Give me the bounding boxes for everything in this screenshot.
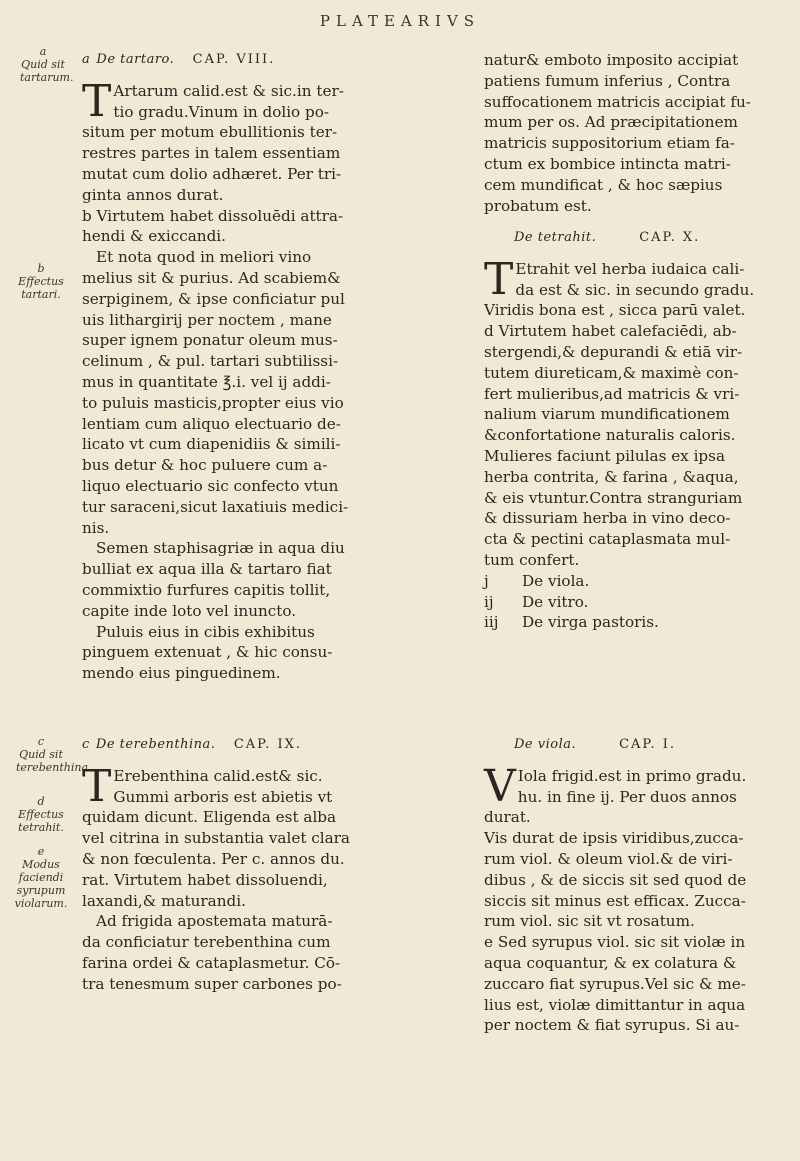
text-line: Iola frigid.est in primo gradu. <box>517 766 747 785</box>
text-line: commixtio furfures capitis tollit, <box>82 580 331 599</box>
chapter-heading <box>484 735 784 756</box>
text-line: super ignem ponatur oleum mus- <box>82 331 338 350</box>
text-line: Artarum calid.est & sic.in ter- <box>113 81 344 100</box>
continued-text <box>484 50 784 216</box>
text-line: & dissuriam herba in vino deco- <box>484 509 731 528</box>
text-line: e Sed syrupus viol. sic sit violæ in <box>484 933 746 952</box>
text-line: Et nota quod in meliori vino <box>96 248 312 267</box>
text-line: to puluis masticis,propter eius vio <box>82 393 344 412</box>
text-line: nis. <box>82 518 110 537</box>
text-line: uis lithargirij per noctem , mane <box>82 310 332 329</box>
text-line: siccis sit minus est efficax. Zucca- <box>484 891 746 910</box>
text-line: rum viol. & oleum viol.& de viri- <box>484 849 733 868</box>
text-line: &confortatione naturalis caloris. <box>484 426 736 445</box>
text-line: Ad frigida apostemata maturā- <box>96 912 333 931</box>
text-line: bulliat ex aqua illa & tartaro fiat <box>82 560 332 579</box>
text-line: durat. <box>484 808 531 827</box>
running-head: PLATEARIVS <box>319 12 481 30</box>
margin-note-e <box>14 845 68 910</box>
text-line: natur& emboto imposito accipiat <box>484 51 739 69</box>
text-line: mum per os. Ad præcipitationem <box>484 113 738 132</box>
text-line: Erebenthina calid.est& sic. <box>113 766 323 785</box>
heading-title: De tetrahit. <box>514 230 597 245</box>
text-line: nalium viarum mundificationem <box>484 405 730 424</box>
chapter-10-tetrahit <box>484 228 784 633</box>
margin-note-b <box>18 262 64 301</box>
drop-cap: T <box>484 253 514 305</box>
margin-note-c <box>16 735 92 774</box>
heading-title: De tartaro. <box>96 52 175 67</box>
text-line: hu. in fine ij. Per duos annos <box>517 787 737 806</box>
text-line: da conficiatur terebenthina cum <box>82 933 331 952</box>
recipe-line <box>484 592 784 613</box>
text-line: mutat cum dolio adhæret. Per tri- <box>82 164 342 183</box>
drop-cap: V <box>484 760 516 812</box>
text-line: quidam dicunt. Eligenda est alba <box>82 808 337 827</box>
margin-note-letter: b <box>37 262 45 275</box>
recipe-number: ij <box>484 592 494 611</box>
margin-note-text: Effectus tetrahit. <box>18 808 64 834</box>
text-line: situm per motum ebullitionis ter- <box>82 123 338 142</box>
text-line: matricis suppositorium etiam fa- <box>484 134 735 153</box>
margin-note-a <box>20 45 74 84</box>
text-line: Vis durat de ipsis viridibus,zucca- <box>484 829 744 848</box>
text-line: Gummi arboris est abietis vt <box>113 787 333 806</box>
chapter-heading <box>82 50 460 71</box>
heading-letter: a <box>82 52 91 67</box>
text-line: Semen staphisagriæ in aqua diu <box>96 539 345 558</box>
drop-cap: T <box>82 760 112 812</box>
text-line: stergendi,& depurandi & etiā vir- <box>484 342 743 361</box>
text-line: celinum , & pul. tartari subtilissi- <box>82 352 339 371</box>
margin-note-text: Quid sit tartarum. <box>20 58 74 84</box>
margin-note-letter: a <box>39 45 47 58</box>
text-line: restres partes in talem essentiam <box>82 144 341 163</box>
text-line: ctum ex bombice intincta matri- <box>484 154 731 173</box>
text-line: d Virtutem habet calefaciēdi, ab- <box>484 322 737 341</box>
chapter-9-terebenthina <box>82 735 460 995</box>
text-line: rat. Virtutem habet dissoluendi, <box>82 870 328 889</box>
chapter-heading <box>82 735 460 756</box>
drop-cap: T <box>82 75 112 127</box>
text-line: & non fœculenta. Per c. annos du. <box>82 849 345 868</box>
text-line: vel citrina in substantia valet clara <box>82 829 350 848</box>
text-line: Puluis eius in cibis exhibitus <box>96 622 315 641</box>
text-line: da est & sic. in secundo gradu. <box>515 280 755 299</box>
text-line: serpiginem, & ipse conficiatur pul <box>82 289 345 308</box>
text-line: mendo eius pinguedinem. <box>82 664 281 683</box>
text-line: herba contrita, & farina , &aqua, <box>484 467 739 486</box>
margin-note-d <box>16 795 66 834</box>
recipe-number: j <box>484 571 489 590</box>
text-line: farina ordei & cataplasmetur. Cō- <box>82 953 341 972</box>
text-line: ginta annos durat. <box>82 185 224 204</box>
recipe-line <box>484 612 784 633</box>
text-line: mus in quantitate ℥.i. vel ij addi- <box>82 372 331 391</box>
heading-title: De terebenthina. <box>95 737 216 752</box>
recipe-text: De viola. <box>522 571 590 590</box>
text-line: per noctem & fiat syrupus. Si au- <box>484 1016 740 1035</box>
recipe-line <box>484 571 784 592</box>
text-line: dibus , & de siccis sit sed quod de <box>484 870 747 889</box>
margin-note-text: Effectus tartari. <box>18 275 64 301</box>
margin-note-letter: e <box>37 845 45 858</box>
margin-note-letter: d <box>37 795 45 808</box>
text-line: fert mulieribus,ad matricis & vri- <box>484 384 740 403</box>
recipe-number: iij <box>484 613 499 632</box>
text-line: tio gradu.Vinum in dolio po- <box>113 102 330 121</box>
text-line: laxandi,& maturandi. <box>82 891 246 910</box>
margin-note-text: Modus faciendi syrupum violarum. <box>14 858 68 910</box>
text-line: cem mundificat , & hoc sæpius <box>484 175 723 194</box>
heading-cap: CAP. I. <box>619 737 677 752</box>
heading-cap: CAP. X. <box>639 230 701 245</box>
text-line: bus detur & hoc puluere cum a- <box>82 456 328 475</box>
text-line: licato vt cum diapenidiis & simili- <box>82 435 341 454</box>
heading-letter: c <box>82 737 90 752</box>
text-line: Viridis bona est , sicca parū valet. <box>484 301 746 320</box>
chapter-heading <box>484 228 784 249</box>
text-line: liquo electuario sic confecto vtun <box>82 476 339 495</box>
text-line: tum confert. <box>484 550 580 569</box>
text-line: patiens fumum inferius , Contra <box>484 71 731 90</box>
text-line: aqua coquantur, & ex colatura & <box>484 953 737 972</box>
heading-title: De viola. <box>514 737 577 752</box>
heading-cap: CAP. VIII. <box>192 52 276 67</box>
text-line: lentiam cum aliquo electuario de- <box>82 414 341 433</box>
recipe-text: De vitro. <box>522 592 589 611</box>
text-line: b Virtutem habet dissoluēdi attra- <box>82 206 344 225</box>
text-line: Mulieres faciunt pilulas ex ipsa <box>484 446 725 465</box>
text-line: & eis vtuntur.Contra stranguriam <box>484 488 743 507</box>
text-line: capite inde loto vel inuncto. <box>82 601 297 620</box>
margin-note-text: Quid sit terebenthina. <box>16 748 92 774</box>
text-line: Etrahit vel herba iudaica cali- <box>515 259 745 278</box>
text-line: cta & pectini cataplasmata mul- <box>484 530 731 549</box>
text-line: rum viol. sic sit vt rosatum. <box>484 912 695 931</box>
text-line: melius sit & purius. Ad scabiem& <box>82 268 341 287</box>
text-line: pinguem extenuat , & hic consu- <box>82 643 333 662</box>
text-line: zuccaro fiat syrupus.Vel sic & me- <box>484 974 746 993</box>
margin-note-letter: c <box>37 735 45 748</box>
text-line: tra tenesmum super carbones po- <box>82 974 342 993</box>
text-line: hendi & exiccandi. <box>82 227 226 246</box>
text-line: tutem diureticam,& maximè con- <box>484 363 739 382</box>
recipe-text: De virga pastoris. <box>522 613 659 632</box>
chapter-viola <box>484 735 784 1036</box>
text-line: lius est, violæ dimittantur in aqua <box>484 995 746 1014</box>
text-line: tur saraceni,sicut laxatiuis medici- <box>82 497 349 516</box>
heading-cap: CAP. IX. <box>233 737 303 752</box>
chapter-8-tartaro <box>82 50 460 684</box>
text-line: probatum est. <box>484 196 592 215</box>
text-line: suffocationem matricis accipiat fu- <box>484 92 751 111</box>
